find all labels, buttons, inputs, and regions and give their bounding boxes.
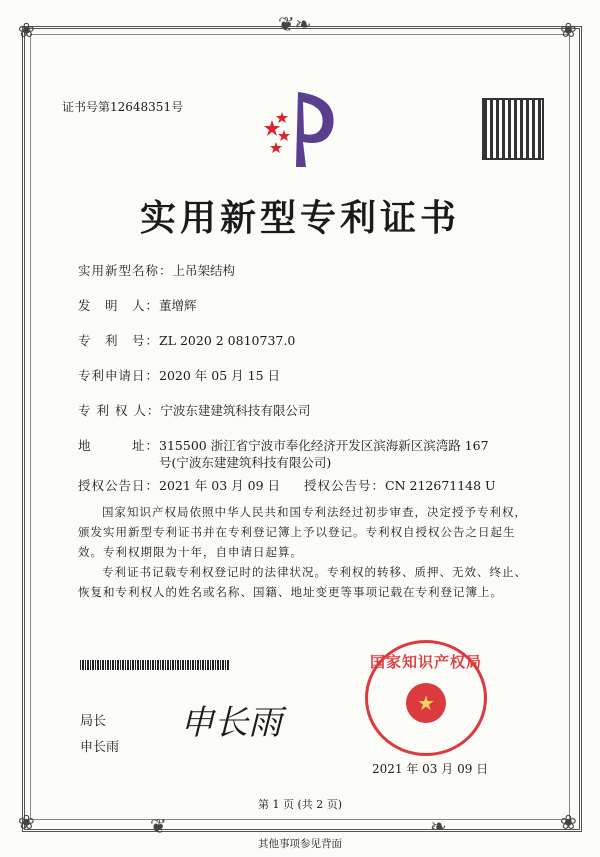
field-address-line1: 315500 浙江省宁波市奉化经济开发区滨海新区滨湾路 167 — [159, 438, 489, 453]
field-grant-date: 授权公告日：2021 年 03 月 09 日 — [78, 478, 281, 493]
ornament-bottom-icon: ❦ — [150, 814, 167, 838]
ornament-top-icon: ❦❧ — [278, 12, 312, 36]
barcode — [80, 660, 230, 670]
field-inventor: 发 明 人： 董增辉 — [78, 298, 197, 313]
seal-text: 国家知识产权局 — [369, 653, 482, 671]
grant-row — [78, 477, 538, 494]
official-seal — [365, 640, 487, 756]
certificate-title: 实用新型专利证书 — [139, 197, 460, 239]
field-grant-number: 授权公告号：CN 212671148 U — [304, 478, 496, 493]
field-address-line2: 号(宁波东建建筑科技有限公司) — [159, 455, 332, 470]
field-address: 地 址： 315500 浙江省宁波市奉化经济开发区滨海新区滨湾路 167 号(宁波东建建筑科技有限公司) — [78, 438, 489, 470]
field-application-date: 专利申请日： 2020 年 05 月 15 日 — [78, 368, 281, 383]
certificate-number: 证书号第12648351号 — [62, 100, 184, 114]
statement-paragraph: 专利证书记载专利权登记时的法律状况。专利权的转移、质押、无效、终止、恢复和专利权人的姓名或名称、国籍、地址变更等事项记载在专利登记簿上。 — [78, 565, 527, 599]
ornament-corner-icon: ❀ — [18, 18, 35, 42]
page-indicator: 第 1 页 (共 2 页) — [257, 798, 343, 811]
director-name: 申长雨 — [80, 740, 120, 755]
ornament-bottom-icon: ❧ — [430, 814, 447, 838]
certificate-body — [78, 262, 538, 602]
director-title: 局长 — [80, 714, 107, 729]
statement-paragraph: 国家知识产权局依照中华人民共和国专利法经过初步审查，决定授予专利权，颁发实用新型专利证书并在专利登记簿上予以登记。专利权自授权公告之日起生效。专利权期限为十年，自申请日起算。 — [78, 505, 527, 559]
ornament-corner-icon: ❀ — [560, 18, 577, 42]
qr-code — [482, 98, 544, 160]
footer-note: 其他事项参见背面 — [258, 838, 342, 850]
signature: 申长雨 — [180, 703, 282, 743]
ornament-corner-icon: ❀ — [560, 810, 577, 834]
field-utility-model-name: 实用新型名称： 上吊架结构 — [78, 263, 236, 278]
field-patentee: 专 利 权 人： 宁波东建建筑科技有限公司 — [78, 403, 311, 418]
field-patent-number: 专 利 号： ZL 2020 2 0810737.0 — [78, 333, 296, 348]
seal-date: 2021 年 03 月 09 日 — [372, 762, 489, 776]
ornament-corner-icon: ❀ — [18, 810, 35, 834]
national-emblem-icon: ★ — [406, 683, 446, 723]
patent-office-logo-icon — [258, 82, 348, 172]
